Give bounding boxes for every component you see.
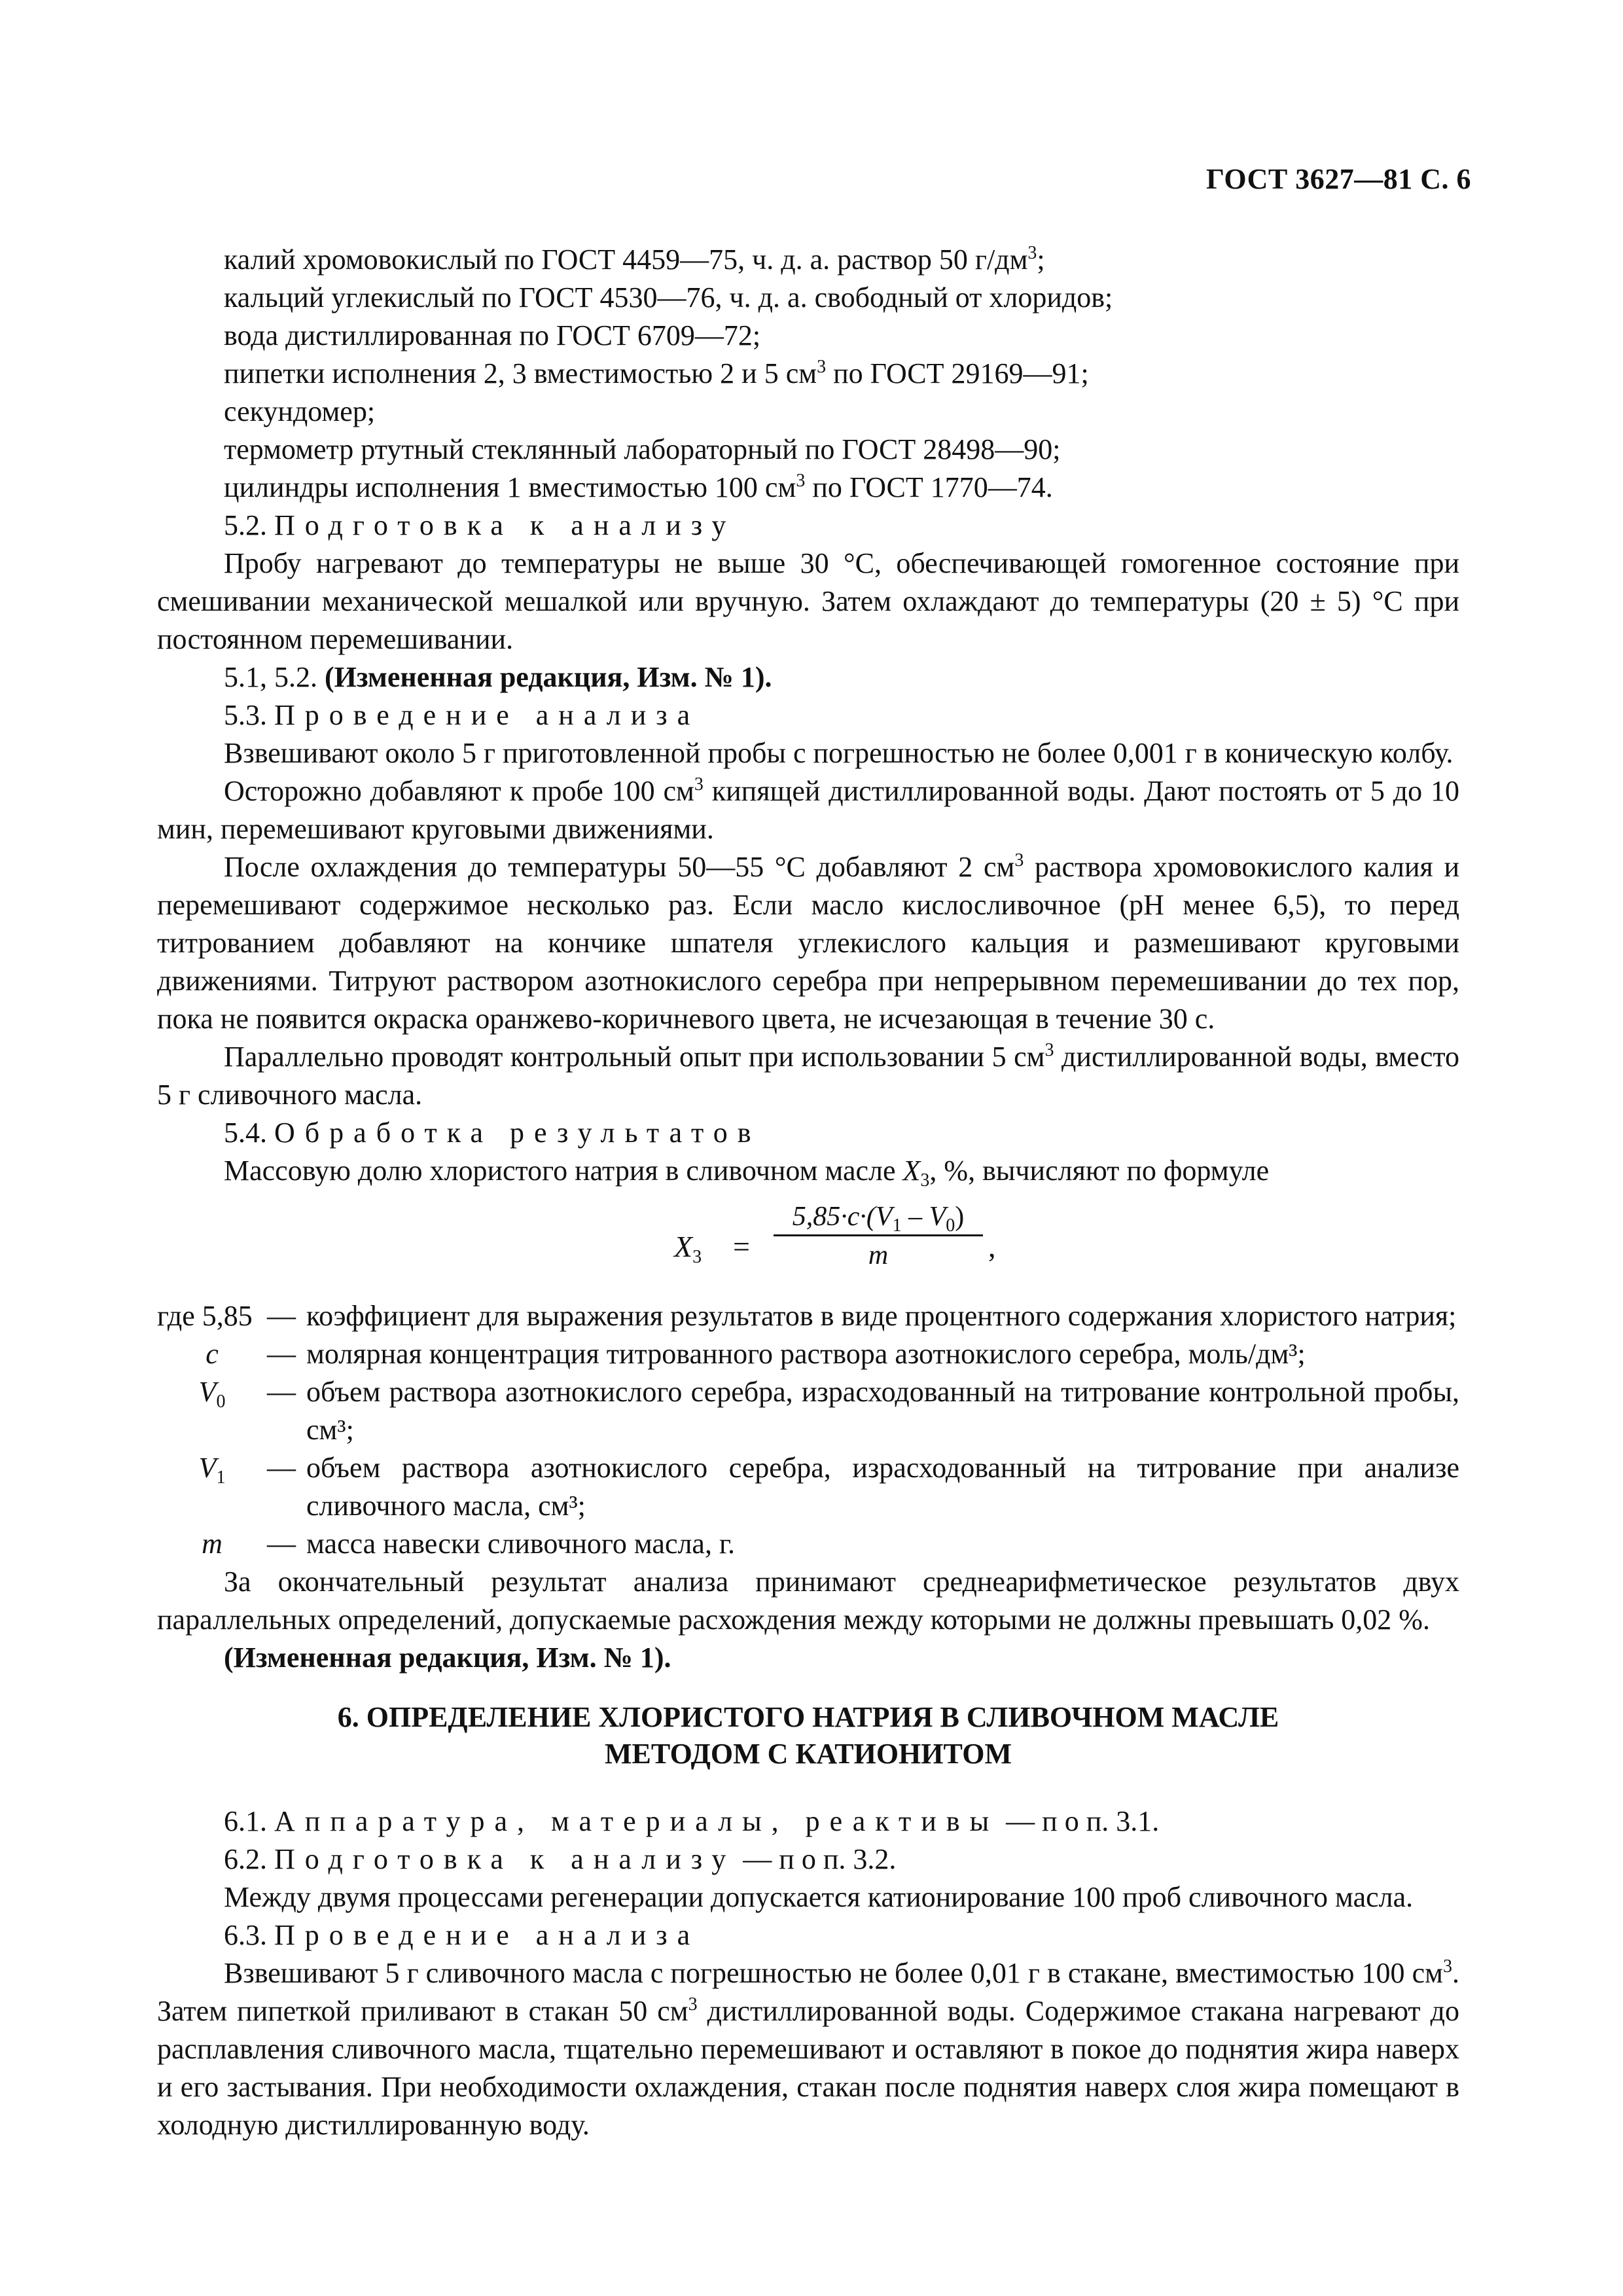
definition-item: $V_0$ — объем раствора азотнокислого серебра, израсходованный на титрование контрольной пробы, см³; bbox=[198, 1376, 1459, 1446]
definition-item: где 5,85 — коэффициент для выражения результатов в виде процентного содержания хлористого натрия; bbox=[157, 1300, 1457, 1332]
paragraph-titration: После охлаждения до температуры 50—55 °С добавляют 2 $см^3$ раствора хромовокислого калия и перемешивают содержимое несколько раз. Если масло кислосливочное (pH менее 6,5), то перед титрованием добавляют на кончике шпателя углекислого кальция и размешивают круговыми движениями. Титруют раствором азотнокислого серебра при непрерывном перемешивании до тех пор, пока не появится окраска оранжево-коричневого цвета, не исчезающая в течение 30 с. bbox=[157, 850, 1459, 1035]
symbol-definitions bbox=[157, 1297, 1459, 1563]
definition-item: $V_1$ — объем раствора азотнокислого серебра, израсходованный на титрование при анализе сливочного масла, см³; bbox=[198, 1452, 1459, 1522]
formula-denominator: m bbox=[868, 1240, 889, 1270]
paragraph-final-result: За окончательный результат анализа принимают среднеарифметическое результатов двух параллельных определений, допускаемые расхождения между которыми не должны превышать 0,02 %. bbox=[157, 1566, 1459, 1636]
amendment-note: 5.1, 5.2. (Измененная редакция, Изм. № 1). bbox=[224, 661, 772, 693]
reagent-line: термометр ртутный стеклянный лабораторный по ГОСТ 28498—90; bbox=[224, 433, 1061, 465]
formula-numerator: $5,85\cdot c\cdot(V_1 - V_0)$ bbox=[792, 1202, 965, 1236]
paragraph-adding-water: Осторожно добавляют к пробе 100 $см^3$ кипящей дистиллированной воды. Дают постоять от 5 до 10 мин, перемешивают круговыми движениями. bbox=[157, 774, 1460, 845]
paragraph-regeneration: Между двумя процессами регенерации допускается катионирование 100 проб сливочного масла. bbox=[224, 1881, 1414, 1913]
definition-item: c — молярная концентрация титрованного раствора азотнокислого серебра, моль/дм³; bbox=[205, 1338, 1306, 1370]
reagent-line: секундомер; bbox=[224, 395, 376, 427]
formula-comma: , bbox=[988, 1230, 996, 1263]
formula-equals: = bbox=[733, 1230, 750, 1263]
formula bbox=[157, 1190, 1459, 1295]
subsection-heading-5-4: 5.4. Обработка результатов bbox=[224, 1117, 761, 1149]
reagent-line: цилиндры исполнения 1 вместимостью 100 $см^3$ по ГОСТ 1770—74. bbox=[224, 471, 1053, 503]
amendment-note: (Измененная редакция, Изм. № 1). bbox=[224, 1641, 671, 1674]
subsection-heading-6-2: 6.2. Подготовка к анализу — п о п. 3.2. bbox=[224, 1843, 897, 1875]
paragraph-control-test: Параллельно проводят контрольный опыт при использовании 5 $см^3$ дистиллированной воды, вместо 5 г сливочного масла. bbox=[157, 1040, 1459, 1111]
formula-lhs: $X_3$ bbox=[674, 1230, 702, 1267]
reagent-line: калий хромовокислый по ГОСТ 4459—75, ч. д. а. раствор 50 $г/дм^3$; bbox=[224, 243, 1045, 276]
subsection-heading-5-3: 5.3. Проведение анализа bbox=[224, 699, 700, 731]
paragraph-weighing: Взвешивают около 5 г приготовленной пробы с погрешностью не более 0,001 г в коническую колбу. bbox=[224, 737, 1454, 769]
subsection-heading-6-3: 6.3. Проведение анализа bbox=[224, 1919, 700, 1951]
section-title-6: 6. ОПРЕДЕЛЕНИЕ ХЛОРИСТОГО НАТРИЯ В СЛИВОЧНОМ МАСЛЕ МЕТОДОМ С КАТИОНИТОМ bbox=[337, 1701, 1279, 1770]
page-header: ГОСТ 3627—81 С. 6 bbox=[1205, 163, 1471, 195]
paragraph-6-3-procedure: Взвешивают 5 г сливочного масла с погрешностью не более 0,01 г в стакане, вместимостью 100 $см^3$. Затем пипеткой приливают в стакан 50 $см^3$ дистиллированной воды. Содержимое стакана нагревают до расплавления сливочного масла, тщательно перемешивают и оставляют в покое до поднятия жира наверх и его застывания. При необходимости охлаждения, стакан после поднятия наверх слоя жира помещают в холодную дистиллированную воду. bbox=[157, 1956, 1459, 2141]
formula-intro: Массовую долю хлористого натрия в сливочном масле $X_3$, %, вычисляют по формуле bbox=[224, 1155, 1270, 1191]
subsection-heading-6-1: 6.1. Аппаратура, материалы, реактивы — п о п. 3.1. bbox=[224, 1805, 1160, 1837]
reagent-line: кальций углекислый по ГОСТ 4530—76, ч. д. а. свободный от хлоридов; bbox=[224, 281, 1113, 314]
body-text bbox=[157, 241, 1459, 2144]
formula-fraction bbox=[774, 1200, 983, 1272]
reagent-line: вода дистиллированная по ГОСТ 6709—72; bbox=[224, 319, 761, 351]
subsection-heading-5-2: 5.2. Подготовка к анализу bbox=[224, 509, 736, 541]
reagent-line: пипетки исполнения 2, 3 вместимостью 2 и 5 $см^3$ по ГОСТ 29169—91; bbox=[224, 357, 1089, 389]
paragraph-preparation: Пробу нагревают до температуры не выше 30 °С, обеспечивающей гомогенное состояние при смешивании механической мешалкой или вручную. Затем охлаждают до температуры (20 ± 5) °С при постоянном перемешивании. bbox=[157, 547, 1459, 655]
definition-item: m — масса навески сливочного масла, г. bbox=[202, 1528, 736, 1560]
